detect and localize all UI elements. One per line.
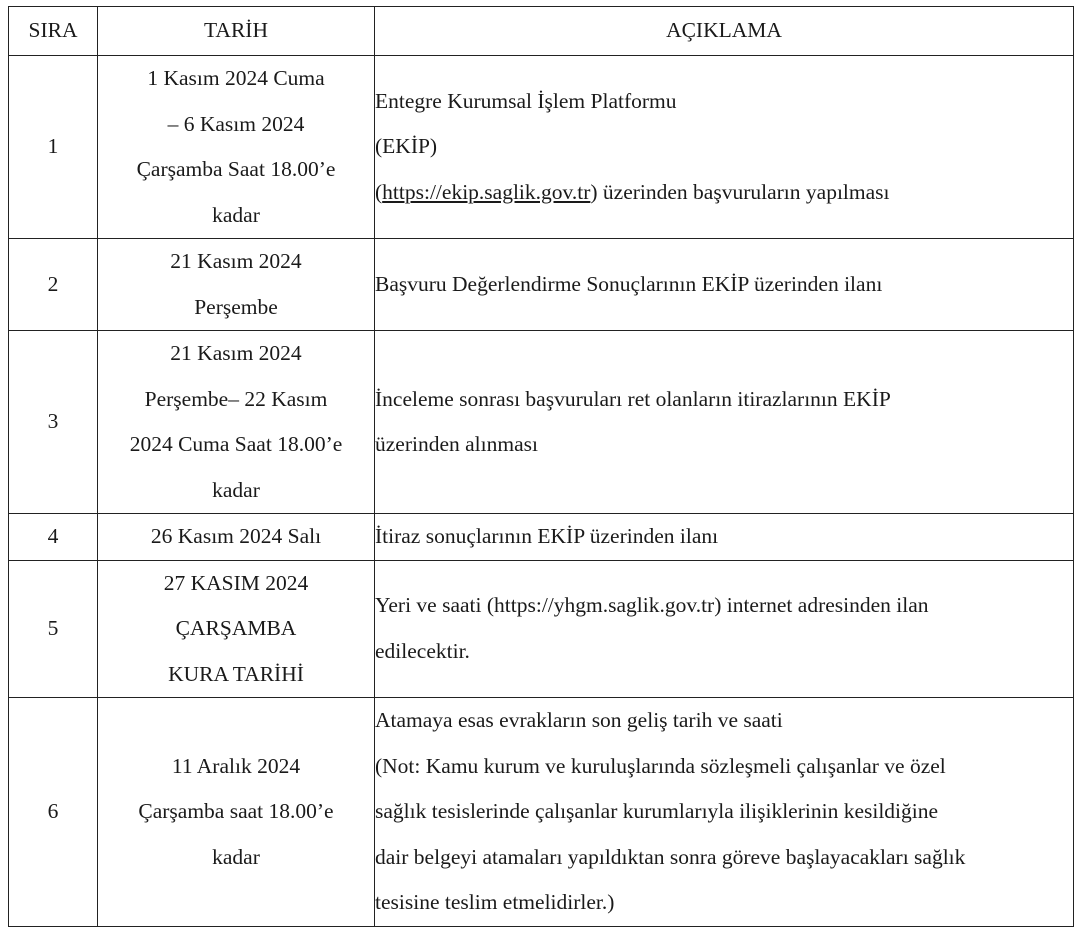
description-line: Atamaya esas evrakların son geliş tarih ve saati xyxy=(375,708,783,732)
description-line: (Not: Kamu kurum ve kuruluşlarında sözleşmeli çalışanlar ve özel xyxy=(375,753,946,778)
date-line: kadar xyxy=(212,477,260,502)
row-number: 6 xyxy=(9,698,98,927)
date-line: ÇARŞAMBA xyxy=(175,616,297,640)
row-date xyxy=(98,331,375,514)
date-line: 2024 Cuma Saat 18.00’e xyxy=(129,432,343,456)
link-open-paren: ( xyxy=(375,179,383,204)
row-date xyxy=(98,698,375,927)
header-sira: SIRA xyxy=(9,7,98,56)
description-line: üzerinden alınması xyxy=(375,432,538,456)
date-line: kadar xyxy=(212,202,260,227)
row-date xyxy=(98,514,375,561)
table-header-row xyxy=(9,7,1074,56)
date-line: – 6 Kasım 2024 xyxy=(167,111,305,136)
description-line: dair belgeyi atamaları yapıldıktan sonra göreve başlayacakları sağlık xyxy=(375,844,966,869)
date-line: Çarşamba Saat 18.00’e xyxy=(136,157,336,181)
ekip-link[interactable]: https://ekip.saglik.gov.tr xyxy=(382,179,591,204)
row-number: 2 xyxy=(9,239,98,331)
row-number: 4 xyxy=(9,514,98,561)
description-line: tesisine teslim etmelidirler.) xyxy=(375,890,615,914)
table-row xyxy=(9,331,1074,514)
date-line: Çarşamba saat 18.00’e xyxy=(138,799,334,823)
description-line: Başvuru Değerlendirme Sonuçlarının EKİP üzerinden ilanı xyxy=(375,271,883,296)
row-description xyxy=(375,514,1074,561)
date-line: 11 Aralık 2024 xyxy=(171,753,301,778)
schedule-table xyxy=(8,6,1074,927)
table-row xyxy=(9,56,1074,239)
date-line: 1 Kasım 2024 Cuma xyxy=(147,66,325,90)
row-description xyxy=(375,560,1074,698)
table-row xyxy=(9,698,1074,927)
description-line: İtiraz sonuçlarının EKİP üzerinden ilanı xyxy=(375,524,719,548)
row-description xyxy=(375,56,1074,239)
row-number: 1 xyxy=(9,56,98,239)
date-line: 21 Kasım 2024 xyxy=(170,249,302,273)
description-line: (EKİP) xyxy=(375,134,438,159)
description-line: Yeri ve saati (https://yhgm.saglik.gov.tr) internet adresinden ilan xyxy=(375,593,929,618)
date-line: 26 Kasım 2024 Salı xyxy=(150,524,322,548)
row-description xyxy=(375,239,1074,331)
row-date xyxy=(98,56,375,239)
row-description xyxy=(375,698,1074,927)
date-line: 27 KASIM 2024 xyxy=(163,570,309,595)
description-line: Entegre Kurumsal İşlem Platformu xyxy=(375,88,677,113)
row-number: 3 xyxy=(9,331,98,514)
description-line-rest: ) üzerinden başvuruların yapılması xyxy=(590,179,890,204)
row-date xyxy=(98,560,375,698)
row-number: 5 xyxy=(9,560,98,698)
date-line: Perşembe– 22 Kasım xyxy=(144,386,328,411)
description-line: sağlık tesislerinde çalışanlar kurumlarıyla ilişiklerinin kesildiğine xyxy=(375,799,939,823)
date-line: 21 Kasım 2024 xyxy=(170,341,302,365)
date-line: KURA TARİHİ xyxy=(168,661,304,686)
row-date xyxy=(98,239,375,331)
header-aciklama: AÇIKLAMA xyxy=(375,7,1074,56)
date-line: kadar xyxy=(212,844,260,869)
table-row xyxy=(9,514,1074,561)
description-line: İnceleme sonrası başvuruları ret olanların itirazlarının EKİP xyxy=(375,386,891,411)
header-tarih: TARİH xyxy=(98,7,375,56)
description-line xyxy=(375,170,1073,216)
table-row xyxy=(9,560,1074,698)
table-row xyxy=(9,239,1074,331)
date-line: Perşembe xyxy=(194,294,278,319)
description-line: edilecektir. xyxy=(375,638,470,663)
row-description xyxy=(375,331,1074,514)
